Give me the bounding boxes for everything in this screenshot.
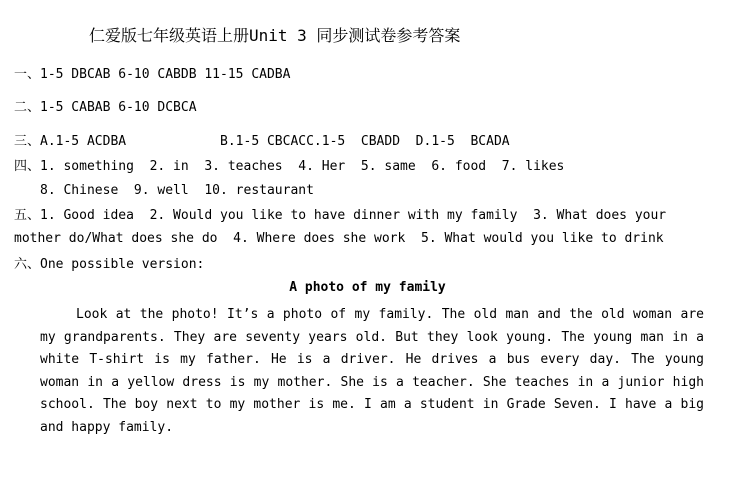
answer-section-2: 二、1-5 CABAB 6-10 DCBCA: [14, 100, 197, 115]
answer-section-4-line-1: 四、1. something 2. in 3. teaches 4. Her 5. same 6. food 7. likes: [14, 159, 565, 174]
answer-section-6-label: 六、One possible version:: [14, 257, 205, 272]
essay-body: Look at the photo! It’s a photo of my family. The old man and the old woman are my grandparents. They are seventy years old. But they look young. The young man in a white T-shirt is my father. He is a driver. He drives a bus every day. The young woman in a yellow dress is my mother. She is a teacher. She teaches in a junior high school. The boy next to my mother is me. I am a student in Grade Seven. I have a big and happy family.: [40, 307, 704, 435]
answer-section-1: 一、1-5 DBCAB 6-10 CABDB 11-15 CADBA: [14, 67, 291, 82]
answer-section-3: 三、A.1-5 ACDBA B.1-5 CBCACC.1-5 CBADD D.1-5 BCADA: [14, 134, 510, 149]
essay-title: A photo of my family: [289, 280, 446, 295]
answer-section-5-line-1: 五、1. Good idea 2. Would you like to have dinner with my family 3. What does your: [14, 208, 667, 223]
answer-section-4-line-2: 8. Chinese 9. well 10. restaurant: [40, 183, 314, 198]
document-title: 仁爱版七年级英语上册Unit 3 同步测试卷参考答案: [89, 26, 461, 45]
answer-section-5-line-2: mother do/What does she do 4. Where does she work 5. What would you like to drink: [14, 231, 664, 246]
